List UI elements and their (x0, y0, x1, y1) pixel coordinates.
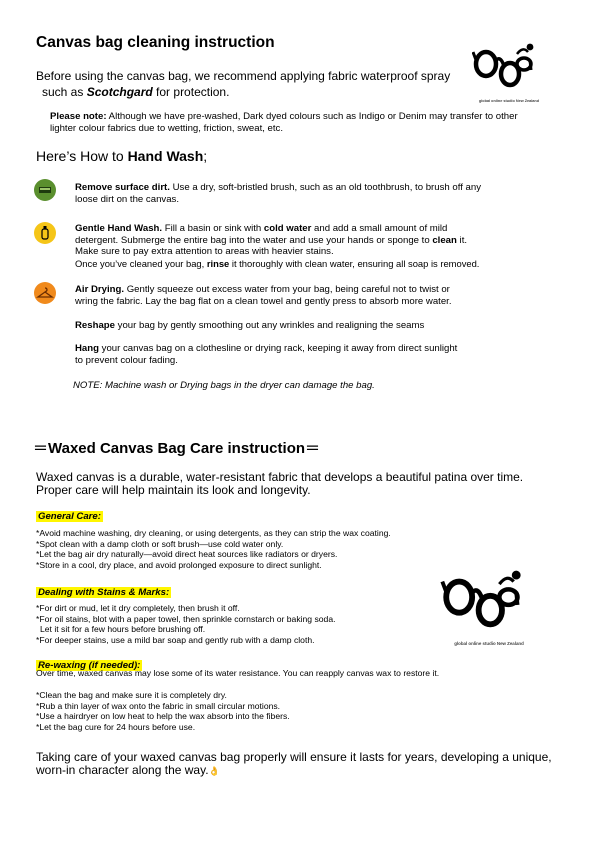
glasses-logo-icon (434, 566, 544, 636)
hand-wash-heading: Here’s How to Hand Wash; (36, 148, 208, 164)
closing-paragraph: Taking care of your waxed canvas bag properly will ensure it lasts for years, developing a unique, worn-in character along the way.👌 (36, 750, 552, 777)
ok-hand-icon: 👌 (208, 766, 220, 776)
general-care-heading: General Care: (38, 511, 101, 522)
waxed-intro: Waxed canvas is a durable, water-resistant fabric that develops a beautiful patina over time. Proper care will help maintain its look and longevity. (36, 470, 524, 497)
stains-heading: Dealing with Stains & Marks: (38, 587, 170, 598)
logo-caption: global online studio New Zealand (454, 641, 524, 646)
waxed-section-title: ＝Waxed Canvas Bag Care instruction＝ (33, 440, 321, 457)
rewax-heading: Re-waxing (if needed): (38, 660, 141, 671)
pre-wash-note: Please note: Although we have pre-washed, Dark dyed colours such as Indigo or Denim may transfer to other lighter colour fabrics due to wetting, friction, sweat, etc. (50, 111, 518, 134)
list-item: *For deeper stains, use a mild bar soap and gently rub with a damp cloth. (36, 634, 315, 645)
rewax-list (36, 690, 290, 732)
general-care-list (36, 528, 391, 570)
intro-paragraph: Before using the canvas bag, we recommend applying fabric waterproof spray such as Scotchgard for protection. (36, 69, 451, 99)
stains-list (36, 603, 336, 645)
list-item: *Store in a cool, dry place, and avoid prolonged exposure to direct sunlight. (36, 559, 322, 570)
list-item: *Use a hairdryer on low heat to help the wax absorb into the fibers. (36, 711, 290, 722)
step-air-drying: Air Drying. Gently squeeze out excess water from your bag, being careful not to twist or wring the fabric. Lay the bag flat on a clean towel and gently press to absorb more water. (75, 284, 452, 307)
step-remove-dirt: Remove surface dirt. Use a dry, soft-bristled brush, such as an old toothbrush, to brush off any loose dirt on the canvas. (75, 182, 481, 205)
step-reshape: Reshape your bag by gently smoothing out any wrinkles and realigning the seams (75, 320, 425, 331)
glasses-logo-icon (472, 40, 546, 94)
step-hang: Hang your canvas bag on a clothesline or drying rack, keeping it away from direct sunlight to prevent colour fading. (75, 343, 458, 366)
list-item: *Spot clean with a damp cloth or soft brush—use cold water only. (36, 538, 284, 549)
page-title: Canvas bag cleaning instruction (36, 34, 275, 51)
list-item: *Rub a thin layer of wax onto the fabric in small circular motions. (36, 700, 281, 711)
hanger-icon (34, 282, 56, 304)
list-item: *Clean the bag and make sure it is completely dry. (36, 690, 227, 700)
brush-icon (34, 179, 56, 201)
logo-middle (434, 566, 544, 646)
step-hand-wash: Gentle Hand Wash. Fill a basin or sink with cold water and add a small amount of mild detergent. Submerge the entire bag into the water and use your hands or sponge to clean it. Make sure to pay extra attention to areas with heavier stains. Once you’ve cleaned your bag, rinse it thoroughly with clean water, ensuring all soap is removed. (75, 223, 480, 269)
list-item: *Let the bag air dry naturally—avoid direct heat sources like radiators or dryers. (36, 549, 338, 560)
list-item: *For oil stains, blot with a paper towel, then sprinkle cornstarch or baking soda. (36, 613, 336, 624)
list-item: *For dirt or mud, let it dry completely, then brush it off. (36, 603, 240, 613)
list-item: *Let the bag cure for 24 hours before use. (36, 721, 196, 732)
logo-caption: global online studio New Zealand (478, 99, 540, 103)
list-item: *Avoid machine washing, dry cleaning, or using detergents, as they can strip the wax coating. (36, 528, 391, 538)
list-item: Let it sit for a few hours before brushing off. (40, 624, 206, 635)
detergent-bottle-icon (34, 222, 56, 244)
machine-wash-warning: NOTE: Machine wash or Drying bags in the dryer can damage the bag. (73, 380, 375, 391)
rewax-intro: Over time, waxed canvas may lose some of its water resistance. You can reapply canvas wax to restore it. (36, 668, 440, 678)
logo-top (472, 40, 546, 104)
